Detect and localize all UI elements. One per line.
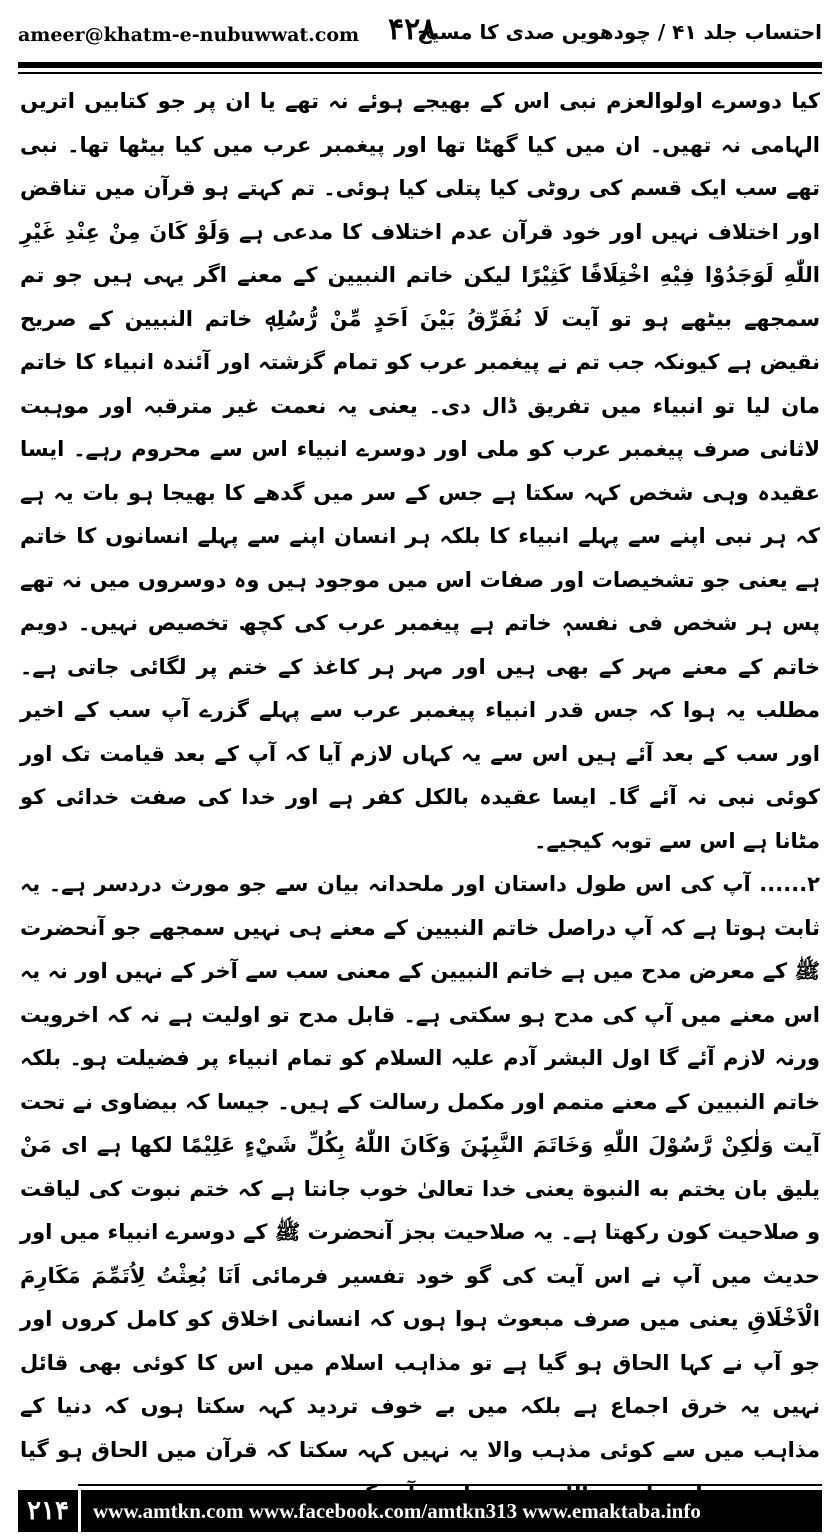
- header-page-number: ۴۲۸: [388, 12, 437, 47]
- footer-rule: [78, 1484, 822, 1486]
- page-body: [20, 80, 820, 1475]
- header-email: ameer@khatm-e-nubuwwat.com: [18, 24, 360, 46]
- paragraph-2: ۲...... آپ کی اس طول داستان اور ملحدانہ بیان سے جو مورث دردسر ہے۔ یہ ثابت ہوتا ہے کہ آپ دراصل خاتم النبیین کے معنے ہی نہیں سمجھے جو آنحضرت ﷺ کے معرض مدح میں ہے خاتم النبیین کے معنی سب سے آخر کے نہیں اور نہ یہ اس معنے میں آپ کی مدح ہو سکتی ہے۔ قابل مدح تو اولیت ہے نہ کہ اخرویت ورنہ لازم آئے گا اول البشر آدم علیہ السلام کو تمام انبیاء پر فضیلت ہو۔ بلکہ خاتم النبیین کے معنے متمم اور مکمل رسالت کے ہیں۔ جیسا کہ بیضاوی نے تحت آیت وَلٰكِنْ رَّسُوْلَ اللّٰهِ وَخَاتَمَ النَّبِيّٖنَ وَكَانَ اللّٰهُ بِكُلِّ شَيْءٍ عَلِيْمًا لکھا ہے ای مَنْ یلیق بان یختم به النبوة یعنی خدا تعالیٰ خوب جانتا ہے کہ ختم نبوت کی لیاقت و صلاحیت کون رکھتا ہے۔ یہ صلاحیت بجز آنحضرت ﷺ کے دوسرے انبیاء میں اور حدیث میں آپ نے اس آیت کی گو خود تفسیر فرمائی اَنَا بُعِثْتُ لِاُتَمِّمَ مَكَارِمَ الْاَخْلَاقِ یعنی میں صرف مبعوث ہوا ہوں کہ انسانی اخلاق کو کامل کروں اور جو آپ نے کہا الحاق ہو گیا ہے تو مذاہب اسلام میں اس کا کوئی بھی قائل نہیں یہ خرق اجماع ہے بلکہ میں بے خوف تردید کہہ سکتا ہوں کہ دنیا کے مذاہب میں سے کوئی مذہب والا یہ نہیں کہہ سکتا کہ قرآن میں الحاق ہو گیا: [20, 872, 820, 1462]
- header-title: احتساب جلد ۴۱ / چودھویں صدی کا مسیح: [417, 20, 822, 44]
- page-header: [18, 8, 822, 58]
- page-footer: [18, 1490, 822, 1532]
- footer-links: www.amtkn.com www.facebook.com/amtkn313 www.emaktaba.info: [93, 1499, 701, 1523]
- footer-page-number: ۲۱۴: [18, 1490, 81, 1532]
- header-rule-thin: [18, 72, 822, 74]
- paragraph-1: کیا دوسرے اولوالعزم نبی اس کے بھیجے ہوئے نہ تھے یا ان پر جو کتابیں اتریں الہامی نہ تھیں۔ ان میں کیا گھٹا تھا اور پیغمبر عرب میں کیا بیٹھا تھا۔ نبی تھے سب ایک قسم کی روٹی کیا پتلی کیا ہوئی۔ تم کہتے ہو قرآن میں تناقض اور اختلاف نہیں اور خود قرآن عدم اختلاف کا مدعی ہے وَلَوْ كَانَ مِنْ عِنْدِ غَيْرِ اللّٰهِ لَوَجَدُوْا فِيْهِ اخْتِلَافًا كَثِيْرًا لیکن خاتم النبیین کے معنے اگر یہی ہیں جو تم سمجھے بیٹھے ہو تو آیت لَا نُفَرِّقُ بَيْنَ اَحَدٍ مِّنْ رُّسُلِهٖ خاتم النبیین کے صریح نقیض ہے کیونکہ جب تم نے پیغمبر عرب کو تمام گزشتہ اور آئندہ انبیاء کا خاتم مان لیا تو انبیاء میں تفریق ڈال دی۔ یعنی یہ نعمت غیر مترقبہ اور موہبت لاثانی صرف پیغمبر عرب کو ملی اور دوسرے انبیاء اس سے محروم رہے۔ ایسا عقیدہ وہی شخص کہہ سکتا ہے جس کے سر میں گدھے کا بھیجا ہو بات یہ ہے کہ ہر نبی اپنے سے پہلے انبیاء کا بلکہ ہر انسان اپنے سے پہلے انسانوں کا خاتم ہے یعنی جو تشخیصات اور صفات اس میں موجود ہیں وہ دوسروں میں نہ تھے پس ہر شخص فی نفسہٖ خاتم ہے پیغمبر عرب کی کچھ تخصیص نہیں۔ دویم خاتم کے معنے مہر کے بھی ہیں اور مہر ہر کاغذ کے ختم پر لگائی جاتی ہے۔ مطلب یہ ہوا کہ جس قدر انبیاء پیغمبر عرب سے پہلے گزرے آپ سب کے اخیر اور سب کے بعد آئے ہیں اس سے یہ کہاں لازم آیا کہ آپ کے بعد قیامت تک اور کوئی نبی نہ آئے گا۔ ایسا عقیدہ بالکل کفر ہے اور خدا کی صفت خدائی کو مٹانا ہے اس سے توبہ کیجیے۔: [20, 89, 820, 853]
- header-rule-thick: [18, 62, 822, 68]
